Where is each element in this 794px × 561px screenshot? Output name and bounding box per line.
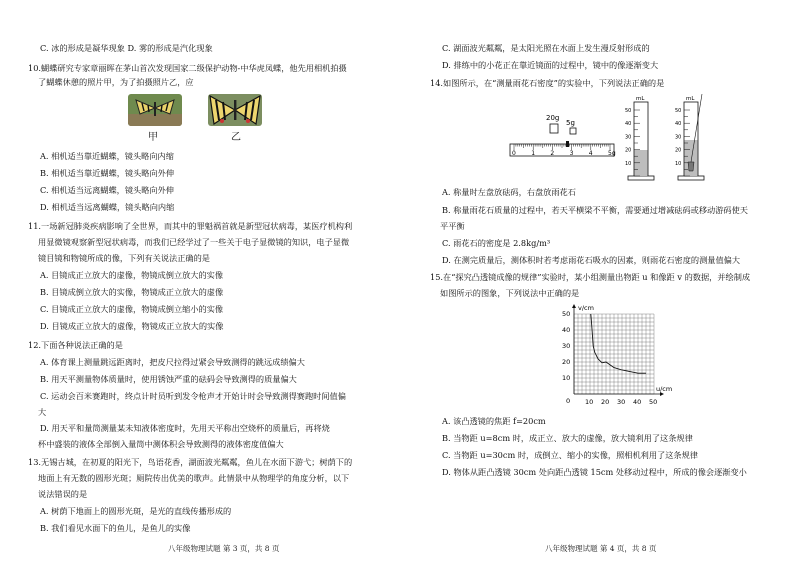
left-text-line: 说法错误的是	[38, 489, 88, 499]
right-text-line: 平平衡	[440, 221, 465, 231]
ruler-tick-label: 2	[550, 150, 555, 157]
right-text-line: D. 排练中的小花正在靠近镜面的过程中，镜中的像逐渐变大	[442, 60, 659, 70]
left-text-line: 了蝴蝶休憩的照片甲，为了拍摄照片乙，应	[38, 77, 194, 87]
left-text-line: C. 目镜成正立放大的虚像，物镜成倒立缩小的实像	[40, 304, 224, 314]
left-text-line: D. 目镜成正立放大的虚像，物镜成正立放大的实像	[40, 321, 224, 331]
x-tick-label: 50	[649, 398, 658, 406]
left-text-line: 用显微镜观察新型冠状病毒，而我们已经学过了一些关于电子显微镜的知识，电子显微	[38, 237, 350, 247]
y-axis-arrow	[572, 304, 576, 308]
left-text-line: B. 目镜成倒立放大的实像，物镜成正立放大的虚像	[40, 287, 224, 297]
x-tick-label: 10	[585, 398, 594, 406]
x-tick-label: 20	[601, 398, 610, 406]
ruler-tick-label: 1	[531, 150, 536, 157]
left-text-line: 12.下面各种说法正确的是	[28, 340, 123, 350]
left-page	[28, 0, 408, 561]
x-tick-label: 40	[633, 398, 642, 406]
ruler-icon	[510, 141, 616, 157]
weight-5g-icon	[570, 128, 576, 134]
right-text-line: 15.在“探究凸透镜成像的规律”实验时，某小组测量出物距 u 和像距 v 的数据，并绘制成	[430, 272, 751, 282]
cylinder-scale-label: 10	[675, 160, 682, 167]
left-text-line: A. 体育课上测量跳远距离时，把皮尺拉得过紧会导致测得的跳远成绩偏大	[40, 357, 305, 367]
left-text-line: 大	[38, 407, 47, 417]
ruler-tick-label: 5g	[608, 150, 616, 157]
ruler-tick-label: 4	[588, 150, 593, 157]
balance-ruler-figure	[508, 108, 618, 174]
right-text-line: B. 当物距 u=8cm 时，成正立、放大的虚像，放大镜利用了这条规律	[442, 433, 693, 443]
uv-graph	[548, 302, 678, 410]
left-text-line: A. 相机适当靠近蝴蝶，镜头略向内缩	[40, 151, 174, 161]
chart-grid	[574, 314, 654, 394]
left-text-line: D. 用天平和量筒测量某未知液体密度时，先用天平称出空烧杯的质量后，再将烧	[40, 423, 330, 433]
page-footer-left: 八年级物理试题 第 3 页，共 8 页	[168, 544, 280, 553]
left-text-line: 13.无锡古城，在初夏的阳光下，鸟语花香，湖面波光粼粼，鱼儿在水面下游弋；树荫下的	[28, 457, 353, 467]
left-text-line: B. 我们看见水面下的鱼儿，是鱼儿的实像	[40, 523, 191, 533]
cylinder-scale-label: 40	[675, 121, 682, 128]
cylinder-scale-label: 50	[625, 108, 632, 114]
y-tick-label: 50	[562, 310, 571, 318]
right-text-line: B. 称量雨花石质量的过程中，若天平横梁不平衡，需要通过增减砝码或移动游码使天	[442, 205, 748, 215]
right-text-line: A. 该凸透镜的焦距 f=20cm	[442, 416, 546, 426]
uv-curve	[591, 314, 646, 373]
left-text-line: A. 树荫下地面上的圆形光斑，是光的直线传播形成的	[40, 506, 232, 516]
right-text-line: C. 雨花石的密度是 2.8kg/m³	[442, 238, 551, 248]
cylinder-scale-label: 10	[625, 160, 632, 167]
cylinder-scale-label: 20	[625, 147, 632, 154]
photo-label-yi: 乙	[231, 132, 241, 143]
right-text-line: 14.如图所示，在“测量雨花石密度”的实验中，下列说法正确的是	[430, 78, 665, 88]
y-tick-label: 40	[562, 326, 571, 334]
y-axis-label: v/cm	[578, 304, 594, 312]
measuring-cylinders	[622, 90, 722, 182]
weight-label-20g: 20g	[546, 114, 560, 122]
right-text-line: A. 称量时左盘放砝码，右盘放雨花石	[442, 187, 576, 197]
left-text-line: 10.蝴蝶研究专家章丽晖在茅山首次发现国家二级保护动物-中华虎凤蝶，他先用相机拍摄	[28, 63, 347, 73]
photo-label-jia: 甲	[148, 132, 158, 143]
weight-label-5g: 5g	[566, 119, 575, 127]
right-text-line: D. 物体从距凸透镜 30cm 处向距凸透镜 15cm 处移动过程中，所成的像会逐渐变小	[442, 467, 747, 477]
right-text-line: C. 当物距 u=30cm 时，成倒立、缩小的实像，照相机利用了这条规律	[442, 450, 698, 460]
page-footer-right: 八年级物理试题 第 4 页，共 8 页	[545, 544, 657, 553]
y-tick-label: 20	[562, 358, 571, 366]
weight-20g-icon	[550, 124, 558, 133]
right-text-line: C. 湖面波光粼粼，是太阳光照在水面上发生漫反射形成的	[442, 43, 650, 53]
left-text-line: C. 运动会百米赛跑时，终点计时员听到发令枪声才开始计时会导致测得赛跑时间值偏	[40, 391, 346, 401]
left-text-line: 11.一场新冠肺炎疾病影响了全世界，而其中的罪魁祸首就是新型冠状病毒，某医疗机构利	[28, 221, 353, 231]
left-text-line: A. 目镜成正立放大的虚像，物镜成倒立放大的实像	[40, 270, 224, 280]
right-text-line: 如图所示的图象，下列说法中正确的是	[440, 288, 580, 298]
left-text-line: 镜目镜和物镜所成的像，下列有关说法正确的是	[38, 253, 210, 263]
left-text-line: D. 相机适当远离蝴蝶，镜头略向内缩	[40, 202, 175, 212]
cylinder-scale-label: 50	[675, 108, 682, 114]
butterfly-photo-jia	[128, 94, 182, 126]
x-tick-label: 30	[617, 398, 626, 406]
cylinder-unit-label: mL	[686, 96, 695, 102]
butterfly-photo-yi	[208, 94, 262, 126]
left-text-line: C. 相机适当远离蝴蝶，镜头略向外伸	[40, 185, 174, 195]
left-text-line: 地面上有无数的圆形光斑；厕院传出优美的歌声。此情景中从物理学的角度分析，以下	[38, 473, 350, 483]
left-text-line: B. 相机适当靠近蝴蝶，镜头略向外伸	[40, 168, 175, 178]
left-text-line: 杯中盛装的液体全部倒入量筒中测体积会导致测得的液体密度值偏大	[38, 439, 284, 449]
cylinder-scale-label: 30	[675, 134, 682, 141]
left-text-line: C. 冰的形成是凝华现象 D. 雾的形成是汽化现象	[40, 43, 213, 53]
ruler-tick-label: 0	[512, 150, 516, 157]
ruler-tick-label: 3	[569, 150, 574, 157]
x-axis-label: u/cm	[656, 385, 673, 393]
y-tick-label: 10	[562, 374, 571, 382]
y-tick-label: 30	[562, 342, 571, 350]
cylinder-unit-label: mL	[636, 96, 645, 102]
cylinder-scale-label: 40	[625, 121, 632, 128]
left-text-line: B. 用天平测量物体质量时，使用锈蚀严重的砝码会导致测得的质量偏大	[40, 374, 297, 384]
right-text-line: D. 在测完质量后，测体积时若考虑雨花石吸水的因素，则雨花石密度的测量值偏大	[442, 255, 741, 265]
right-page	[430, 0, 794, 561]
cylinder-scale-label: 30	[625, 134, 632, 141]
origin-label: 0	[566, 397, 571, 405]
cylinder-scale-label: 20	[675, 147, 682, 154]
